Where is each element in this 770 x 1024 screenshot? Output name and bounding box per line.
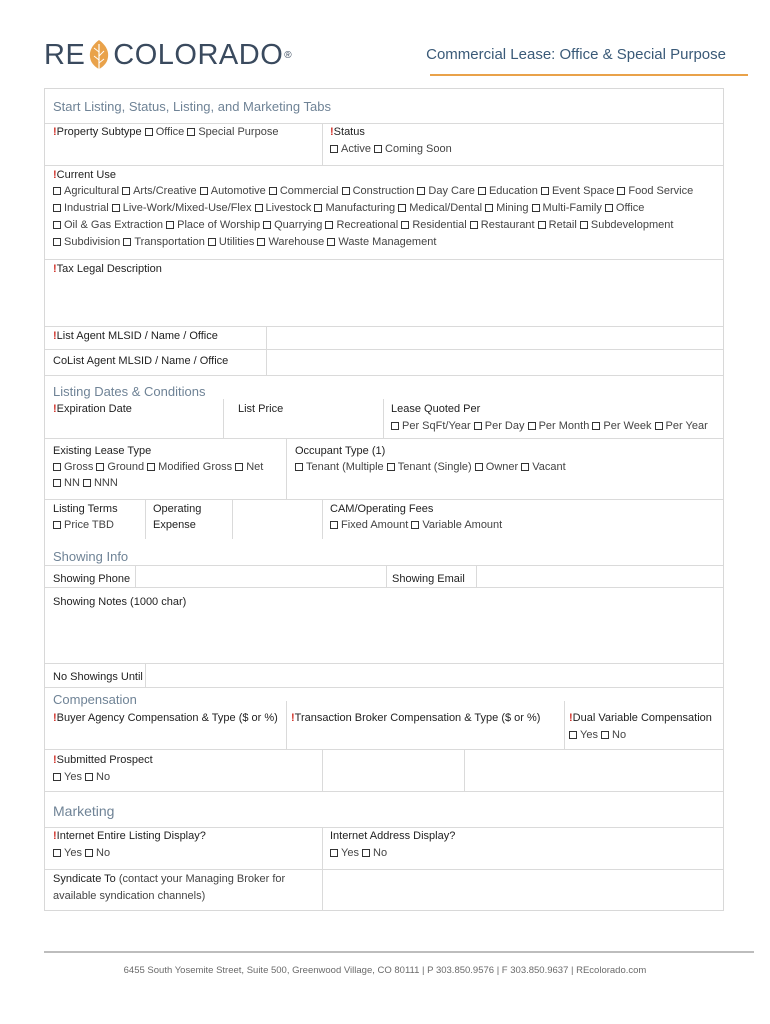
colist-agent-field [53,354,228,368]
divider [266,326,267,375]
checkbox-option[interactable]: Agricultural [53,185,119,197]
checkbox-option[interactable]: Day Care [417,185,474,197]
checkbox-icon[interactable] [208,238,216,246]
current-use-row [53,235,436,249]
divider [286,438,287,499]
submitted-prospect-options [53,770,110,784]
divider [564,701,565,749]
checkbox-icon[interactable] [521,463,529,471]
checkbox-icon[interactable] [398,204,406,212]
checkbox-option[interactable]: Yes [569,729,598,741]
lease-quoted-label: Lease Quoted Per [391,403,481,415]
checkbox-option[interactable]: Construction [342,185,415,197]
checkbox-icon[interactable] [235,463,243,471]
required-mark: ! [53,126,57,138]
checkbox-option[interactable]: Education [478,185,538,197]
syndicate-label: Syndicate To [53,873,116,885]
checkbox-icon[interactable] [257,238,265,246]
checkbox-option[interactable]: Multi-Family [532,202,602,214]
divider [45,869,723,870]
checkbox-option[interactable]: Commercial [269,185,339,197]
checkbox-option[interactable]: Event Space [541,185,614,197]
required-mark: ! [53,830,57,842]
lease-quoted-options [391,419,708,433]
required-mark: ! [330,126,334,138]
lease-quoted-label-line [391,402,480,416]
list-price-field [238,402,283,416]
checkbox-option[interactable]: Coming Soon [374,143,452,155]
logo-text-left: RE [44,39,86,71]
divider [223,399,224,438]
checkbox-option[interactable]: Restaurant [470,219,535,231]
registered-mark: ® [284,49,292,61]
buyer-agency-field [53,711,278,725]
checkbox-icon[interactable] [85,849,93,857]
checkbox-option[interactable]: Tenant (Single) [387,461,472,473]
checkbox-icon[interactable] [166,221,174,229]
syndicate-note-2: available syndication channels) [53,890,206,902]
checkbox-option[interactable]: NN [53,477,80,489]
checkbox-icon[interactable] [478,187,486,195]
checkbox-option[interactable]: Per Week [592,420,651,432]
required-mark: ! [53,754,57,766]
required-mark: ! [53,403,57,415]
checkbox-icon[interactable] [53,463,61,471]
checkbox-icon[interactable] [330,849,338,857]
existing-lease-options-line2 [53,476,118,490]
listing-form [44,88,724,911]
checkbox-option[interactable]: No [85,771,110,783]
dual-variable-options [569,728,626,742]
checkbox-icon[interactable] [401,221,409,229]
divider [45,349,723,350]
checkbox-icon[interactable] [580,221,588,229]
current-use-label-line [53,168,116,182]
checkbox-option[interactable]: Net [235,461,263,473]
checkbox-icon[interactable] [53,479,61,487]
checkbox-icon[interactable] [528,422,536,430]
tax-legal-label: Tax Legal Description [56,263,162,275]
checkbox-icon[interactable] [187,128,195,136]
checkbox-icon[interactable] [85,773,93,781]
divider [45,499,723,500]
divider [145,499,146,539]
showing-email-label: Showing Email [392,573,465,585]
checkbox-option[interactable]: No [362,847,387,859]
buyer-agency-label: Buyer Agency Compensation & Type ($ or %) [56,712,278,724]
checkbox-option[interactable]: Tenant (Multiple [295,461,384,473]
checkbox-option[interactable]: Medical/Dental [398,202,482,214]
showing-notes-label: Showing Notes (1000 char) [53,596,187,608]
dual-variable-label-line [569,711,712,725]
internet-entire-label: Internet Entire Listing Display? [56,830,206,842]
transaction-broker-field [291,711,540,725]
checkbox-icon[interactable] [374,145,382,153]
checkbox-option[interactable]: Per Day [474,420,525,432]
internet-entire-options [53,846,110,860]
internet-address-options [330,846,387,860]
checkbox-option[interactable]: Waste Management [327,236,436,248]
checkbox-option[interactable]: Active [330,143,371,155]
checkbox-icon[interactable] [295,463,303,471]
dual-variable-label: Dual Variable Compensation [572,712,712,724]
list-agent-label: List Agent MLSID / Name / Office [56,330,218,342]
checkbox-option[interactable]: Place of Worship [166,219,260,231]
checkbox-icon[interactable] [53,773,61,781]
divider [45,687,723,688]
divider [45,438,723,439]
tax-legal-field [53,262,162,276]
checkbox-option[interactable]: Residential [401,219,466,231]
property-subtype-field [53,125,278,139]
section-title-listing-dates: Listing Dates & Conditions [53,384,206,399]
checkbox-option[interactable]: Quarrying [263,219,322,231]
existing-lease-label-line [53,444,151,458]
checkbox-option[interactable]: Special Purpose [187,126,278,138]
divider [464,749,465,791]
checkbox-option[interactable]: Oil & Gas Extraction [53,219,163,231]
status-label: Status [333,126,365,138]
checkbox-icon[interactable] [362,849,370,857]
occupant-type-options [295,460,566,474]
listing-terms-label: Listing Terms [53,503,118,515]
divider [322,749,323,791]
checkbox-option[interactable]: Warehouse [257,236,324,248]
divider [322,123,323,165]
checkbox-option[interactable]: Subdevelopment [580,219,674,231]
checkbox-icon[interactable] [538,221,546,229]
checkbox-option[interactable]: Vacant [521,461,565,473]
internet-entire-label-line [53,829,206,843]
divider [45,259,723,260]
cam-fees-label: CAM/Operating Fees [330,503,434,515]
checkbox-option[interactable]: Per Year [655,420,708,432]
operating-expense-label-2: Expense [153,519,196,531]
header-accent-rule [430,74,748,76]
divider [322,869,323,911]
syndicate-label-line [53,872,285,886]
document-title: Commercial Lease: Office & Special Purpose [426,46,726,63]
checkbox-icon[interactable] [83,479,91,487]
required-mark: ! [53,712,57,724]
divider [45,749,723,750]
checkbox-icon[interactable] [200,187,208,195]
divider [322,827,323,869]
checkbox-icon[interactable] [122,187,130,195]
current-use-row [53,218,673,232]
section-title-marketing: Marketing [53,803,115,819]
checkbox-option[interactable]: No [85,847,110,859]
checkbox-icon[interactable] [569,731,577,739]
checkbox-option[interactable]: Transportation [123,236,205,248]
listing-terms-label-line [53,502,118,516]
no-showings-until-label: No Showings Until [53,671,143,683]
existing-lease-label: Existing Lease Type [53,445,152,457]
divider [45,165,723,166]
checkbox-icon[interactable] [605,204,613,212]
checkbox-icon[interactable] [53,221,61,229]
checkbox-option[interactable]: Yes [53,847,82,859]
checkbox-option[interactable]: Owner [475,461,518,473]
cam-fees-label-line [330,502,433,516]
checkbox-icon[interactable] [387,463,395,471]
listing-terms-options [53,518,114,532]
checkbox-icon[interactable] [263,221,271,229]
divider [135,565,136,587]
checkbox-option[interactable]: Live-Work/Mixed-Use/Flex [112,202,252,214]
checkbox-option[interactable]: Variable Amount [411,519,502,531]
internet-address-label: Internet Address Display? [330,830,456,842]
divider [476,565,477,587]
current-use-row [53,201,644,215]
transaction-broker-label: Transaction Broker Compensation & Type ($ or %) [294,712,541,724]
checkbox-icon[interactable] [470,221,478,229]
checkbox-icon[interactable] [592,422,600,430]
divider [386,565,387,587]
brand-logo [44,38,292,72]
checkbox-icon[interactable] [475,463,483,471]
required-mark: ! [569,712,573,724]
current-use-label: Current Use [56,169,116,181]
expiration-date-label: Expiration Date [56,403,132,415]
checkbox-icon[interactable] [655,422,663,430]
checkbox-icon[interactable] [485,204,493,212]
checkbox-icon[interactable] [96,463,104,471]
status-label-line [330,125,365,139]
section-title-tabs: Start Listing, Status, Listing, and Marketing Tabs [53,99,331,114]
expiration-date-field [53,402,132,416]
checkbox-icon[interactable] [145,128,153,136]
checkbox-option[interactable]: Yes [53,771,82,783]
checkbox-icon[interactable] [330,145,338,153]
checkbox-option[interactable]: Office [605,202,645,214]
required-mark: ! [53,263,57,275]
checkbox-icon[interactable] [541,187,549,195]
divider [286,701,287,749]
checkbox-option[interactable]: Automotive [200,185,266,197]
checkbox-option[interactable]: Modified Gross [147,461,232,473]
internet-address-label-line [330,829,455,843]
logo-text-right: COLORADO [113,39,284,71]
divider [45,565,723,566]
operating-expense-label-1: Operating [153,503,202,515]
checkbox-option[interactable]: Price TBD [53,519,114,531]
checkbox-icon[interactable] [617,187,625,195]
checkbox-icon[interactable] [417,187,425,195]
required-mark: ! [291,712,295,724]
checkbox-icon[interactable] [601,731,609,739]
divider [45,663,723,664]
submitted-prospect-label-line [53,753,153,767]
checkbox-icon[interactable] [327,238,335,246]
divider [45,326,723,327]
divider [45,123,723,124]
required-mark: ! [53,169,57,181]
checkbox-icon[interactable] [255,204,263,212]
checkbox-icon[interactable] [123,238,131,246]
checkbox-option[interactable]: Utilities [208,236,254,248]
checkbox-option[interactable]: No [601,729,626,741]
checkbox-option[interactable]: Mining [485,202,528,214]
checkbox-icon[interactable] [532,204,540,212]
status-options [330,142,452,156]
required-mark: ! [53,330,57,342]
section-title-compensation: Compensation [53,692,137,707]
cam-fees-options [330,518,502,532]
divider [322,499,323,539]
colist-agent-label: CoList Agent MLSID / Name / Office [53,355,229,367]
existing-lease-options-line1 [53,460,263,474]
checkbox-option[interactable]: Ground [96,461,144,473]
list-agent-field [53,329,218,343]
footer-rule [44,951,754,953]
divider [145,663,146,687]
checkbox-icon[interactable] [474,422,482,430]
checkbox-option[interactable]: Livestock [255,202,312,214]
checkbox-option[interactable]: Retail [538,219,577,231]
checkbox-option[interactable]: Office [145,126,185,138]
checkbox-icon[interactable] [53,849,61,857]
checkbox-icon[interactable] [342,187,350,195]
checkbox-option[interactable]: Per SqFt/Year [391,420,471,432]
checkbox-icon[interactable] [325,221,333,229]
checkbox-icon[interactable] [391,422,399,430]
checkbox-option[interactable]: NNN [83,477,118,489]
checkbox-icon[interactable] [147,463,155,471]
syndicate-note-1: (contact your Managing Broker for [118,873,286,885]
list-price-label: List Price [238,403,284,415]
checkbox-icon[interactable] [411,521,419,529]
checkbox-icon[interactable] [269,187,277,195]
property-subtype-label: Property Subtype [56,126,142,138]
checkbox-option[interactable]: Recreational [325,219,398,231]
divider [232,499,233,539]
checkbox-option[interactable]: Food Service [617,185,693,197]
occupant-type-label-line [295,444,385,458]
divider [45,375,723,376]
checkbox-option[interactable]: Per Month [528,420,590,432]
aspen-leaf-icon [86,38,112,72]
checkbox-icon[interactable] [53,187,61,195]
checkbox-icon[interactable] [112,204,120,212]
occupant-type-label: Occupant Type (1) [295,445,386,457]
divider [45,791,723,792]
checkbox-option[interactable]: Arts/Creative [122,185,197,197]
checkbox-icon[interactable] [53,238,61,246]
checkbox-option[interactable]: Subdivision [53,236,120,248]
checkbox-option[interactable]: Gross [53,461,93,473]
checkbox-option[interactable]: Manufacturing [314,202,395,214]
checkbox-icon[interactable] [53,204,61,212]
checkbox-option[interactable]: Yes [330,847,359,859]
checkbox-icon[interactable] [330,521,338,529]
checkbox-icon[interactable] [53,521,61,529]
section-title-showing: Showing Info [53,549,129,564]
divider [45,827,723,828]
checkbox-icon[interactable] [314,204,322,212]
checkbox-option[interactable]: Industrial [53,202,109,214]
footer-address: 6455 South Yosemite Street, Suite 500, Greenwood Village, CO 80111 | P 303.850.9576 | F 303.850.9637 | REcolorado.com [123,965,647,976]
divider [45,587,723,588]
showing-phone-label: Showing Phone [53,573,131,585]
current-use-row [53,184,693,198]
submitted-prospect-label: Submitted Prospect [56,754,153,766]
checkbox-option[interactable]: Fixed Amount [330,519,408,531]
divider [383,399,384,438]
